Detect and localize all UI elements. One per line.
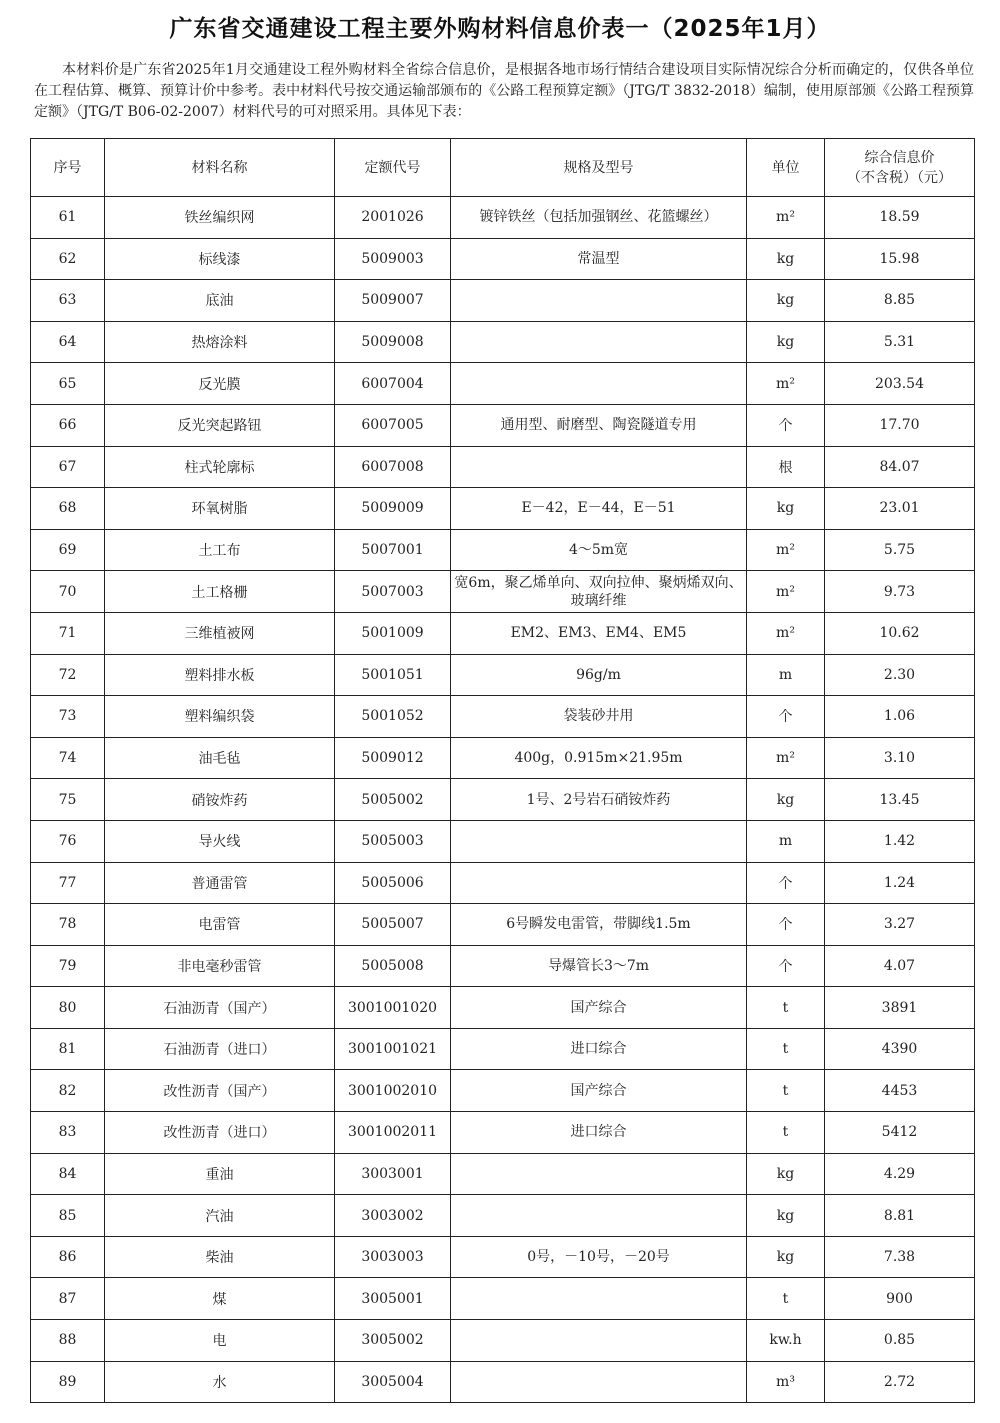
table-row: [31, 404, 975, 446]
spec-model: [451, 321, 747, 363]
row-index: 76: [31, 820, 105, 862]
unit: t: [747, 1278, 825, 1320]
quota-code: 5001052: [335, 696, 451, 738]
unit: m²: [747, 529, 825, 571]
row-index: 83: [31, 1112, 105, 1154]
spec-model: 1号、2号岩石硝铵炸药: [451, 779, 747, 821]
table-row: [31, 1320, 975, 1362]
header-unit: 单位: [747, 139, 825, 197]
price-value: 17.70: [825, 404, 975, 446]
table-row: [31, 654, 975, 696]
price-value: 2.30: [825, 654, 975, 696]
quota-code: 3005002: [335, 1320, 451, 1362]
price-value: 5412: [825, 1112, 975, 1154]
unit: m²: [747, 197, 825, 239]
header-price-line2: （不含税）（元）: [847, 169, 952, 186]
price-value: 8.81: [825, 1195, 975, 1237]
spec-model: 镀锌铁丝（包括加强钢丝、花篮螺丝）: [451, 197, 747, 239]
quota-code: 6007008: [335, 446, 451, 488]
spec-model: [451, 1320, 747, 1362]
row-index: 66: [31, 404, 105, 446]
quota-code: 6007005: [335, 404, 451, 446]
price-value: 3.10: [825, 737, 975, 779]
quota-code: 5001051: [335, 654, 451, 696]
price-value: 1.42: [825, 820, 975, 862]
material-name: 底油: [105, 280, 335, 322]
table-row: [31, 1195, 975, 1237]
quota-code: 5009008: [335, 321, 451, 363]
table-row: [31, 904, 975, 946]
quota-code: 3001002011: [335, 1112, 451, 1154]
table-row: [31, 820, 975, 862]
material-name: 标线漆: [105, 238, 335, 280]
price-value: 900: [825, 1278, 975, 1320]
price-value: 15.98: [825, 238, 975, 280]
material-name: 煤: [105, 1278, 335, 1320]
quota-code: 5009012: [335, 737, 451, 779]
price-value: 13.45: [825, 779, 975, 821]
quota-code: 5005003: [335, 820, 451, 862]
quota-code: 5005002: [335, 779, 451, 821]
price-value: 9.73: [825, 571, 975, 613]
spec-model: [451, 862, 747, 904]
quota-code: 3005001: [335, 1278, 451, 1320]
row-index: 71: [31, 612, 105, 654]
spec-model: 400g，0.915m×21.95m: [451, 737, 747, 779]
table-row: [31, 363, 975, 405]
quota-code: 5009009: [335, 488, 451, 530]
spec-model: 4～5m宽: [451, 529, 747, 571]
table-row: [31, 1112, 975, 1154]
material-name: 硝铵炸药: [105, 779, 335, 821]
row-index: 63: [31, 280, 105, 322]
unit: kg: [747, 1153, 825, 1195]
price-value: 23.01: [825, 488, 975, 530]
table-row: [31, 945, 975, 987]
row-index: 87: [31, 1278, 105, 1320]
quota-code: 5009003: [335, 238, 451, 280]
unit: 根: [747, 446, 825, 488]
unit: 个: [747, 404, 825, 446]
price-value: 7.38: [825, 1236, 975, 1278]
price-value: 2.72: [825, 1361, 975, 1403]
unit: m²: [747, 363, 825, 405]
row-index: 67: [31, 446, 105, 488]
row-index: 79: [31, 945, 105, 987]
row-index: 84: [31, 1153, 105, 1195]
material-name: 环氧树脂: [105, 488, 335, 530]
row-index: 64: [31, 321, 105, 363]
quota-code: 3001002010: [335, 1070, 451, 1112]
material-name: 导火线: [105, 820, 335, 862]
quota-code: 3003002: [335, 1195, 451, 1237]
spec-model: 进口综合: [451, 1028, 747, 1070]
unit: kg: [747, 1236, 825, 1278]
table-row: [31, 696, 975, 738]
spec-model: 国产综合: [451, 987, 747, 1029]
table-row: [31, 197, 975, 239]
material-name: 塑料编织袋: [105, 696, 335, 738]
material-name: 重油: [105, 1153, 335, 1195]
row-index: 72: [31, 654, 105, 696]
table-row: [31, 529, 975, 571]
material-name: 非电毫秒雷管: [105, 945, 335, 987]
row-index: 74: [31, 737, 105, 779]
material-name: 土工布: [105, 529, 335, 571]
table-row: [31, 1278, 975, 1320]
spec-model: [451, 446, 747, 488]
spec-model: [451, 1153, 747, 1195]
unit: m: [747, 820, 825, 862]
table-header-row: [31, 139, 975, 197]
spec-model: 常温型: [451, 238, 747, 280]
row-index: 85: [31, 1195, 105, 1237]
intro-paragraph: 本材料价是广东省2025年1月交通建设工程外购材料全省综合信息价，是根据各地市场行情结合建设项目实际情况综合分析而确定的，仅供各单位在工程估算、概算、预算计价中参考。表中材料代号按交通运输部颁布的《公路工程预算定额》（JTG/T 3832-2018）编制，使用原部颁《公路工程预算定额》（JTG/T B06-02-2007）材料代号的可对照采用。具体见下表：: [34, 62, 974, 120]
table-row: [31, 737, 975, 779]
unit: kg: [747, 1195, 825, 1237]
spec-model: 宽6m，聚乙烯单向、双向拉伸、聚炳烯双向、玻璃纤维: [451, 571, 747, 613]
material-name: 反光突起路钮: [105, 404, 335, 446]
price-value: 84.07: [825, 446, 975, 488]
quota-code: 3001001021: [335, 1028, 451, 1070]
row-index: 62: [31, 238, 105, 280]
table-row: [31, 779, 975, 821]
unit: t: [747, 1028, 825, 1070]
table-row: [31, 612, 975, 654]
unit: kg: [747, 779, 825, 821]
unit: m²: [747, 737, 825, 779]
row-index: 89: [31, 1361, 105, 1403]
material-name: 电: [105, 1320, 335, 1362]
header-spec: 规格及型号: [451, 139, 747, 197]
material-name: 柴油: [105, 1236, 335, 1278]
quota-code: 5009007: [335, 280, 451, 322]
quota-code: 5005008: [335, 945, 451, 987]
spec-model: EM2、EM3、EM4、EM5: [451, 612, 747, 654]
quota-code: 5007001: [335, 529, 451, 571]
unit: t: [747, 987, 825, 1029]
material-name: 石油沥青（国产）: [105, 987, 335, 1029]
spec-model: 进口综合: [451, 1112, 747, 1154]
row-index: 86: [31, 1236, 105, 1278]
material-name: 汽油: [105, 1195, 335, 1237]
header-price-line1: 综合信息价: [864, 149, 935, 166]
material-name: 石油沥青（进口）: [105, 1028, 335, 1070]
header-price: [825, 139, 975, 197]
unit: 个: [747, 945, 825, 987]
quota-code: 6007004: [335, 363, 451, 405]
price-value: 4.07: [825, 945, 975, 987]
spec-model: [451, 820, 747, 862]
quota-code: 3005004: [335, 1361, 451, 1403]
unit: kg: [747, 280, 825, 322]
price-value: 4453: [825, 1070, 975, 1112]
unit: kw.h: [747, 1320, 825, 1362]
price-value: 4390: [825, 1028, 975, 1070]
price-value: 1.24: [825, 862, 975, 904]
table-row: [31, 446, 975, 488]
spec-model: 0号，－10号，－20号: [451, 1236, 747, 1278]
row-index: 78: [31, 904, 105, 946]
material-name: 改性沥青（国产）: [105, 1070, 335, 1112]
material-name: 铁丝编织网: [105, 197, 335, 239]
table-row: [31, 1361, 975, 1403]
row-index: 81: [31, 1028, 105, 1070]
spec-model: 96g/m: [451, 654, 747, 696]
spec-model: [451, 1195, 747, 1237]
material-name: 普通雷管: [105, 862, 335, 904]
row-index: 82: [31, 1070, 105, 1112]
quota-code: 3001001020: [335, 987, 451, 1029]
table-row: [31, 321, 975, 363]
table-row: [31, 1236, 975, 1278]
table-row: [31, 862, 975, 904]
table-row: [31, 1153, 975, 1195]
spec-model: 国产综合: [451, 1070, 747, 1112]
quota-code: 5007003: [335, 571, 451, 613]
spec-model: [451, 363, 747, 405]
row-index: 88: [31, 1320, 105, 1362]
spec-model: [451, 1278, 747, 1320]
material-name: 柱式轮廓标: [105, 446, 335, 488]
material-name: 改性沥青（进口）: [105, 1112, 335, 1154]
material-name: 水: [105, 1361, 335, 1403]
price-value: 10.62: [825, 612, 975, 654]
table-row: [31, 488, 975, 530]
material-name: 热熔涂料: [105, 321, 335, 363]
quota-code: 3003001: [335, 1153, 451, 1195]
spec-model: [451, 1361, 747, 1403]
unit: 个: [747, 904, 825, 946]
material-name: 三维植被网: [105, 612, 335, 654]
material-name: 塑料排水板: [105, 654, 335, 696]
quota-code: 5005007: [335, 904, 451, 946]
unit: kg: [747, 321, 825, 363]
table-body: [31, 197, 975, 1403]
unit: m²: [747, 612, 825, 654]
table-row: [31, 1028, 975, 1070]
price-value: 0.85: [825, 1320, 975, 1362]
unit: m³: [747, 1361, 825, 1403]
header-index: 序号: [31, 139, 105, 197]
spec-model: 6号瞬发电雷管，带脚线1.5m: [451, 904, 747, 946]
row-index: 77: [31, 862, 105, 904]
row-index: 61: [31, 197, 105, 239]
row-index: 65: [31, 363, 105, 405]
row-index: 69: [31, 529, 105, 571]
price-value: 3891: [825, 987, 975, 1029]
row-index: 73: [31, 696, 105, 738]
header-name: 材料名称: [105, 139, 335, 197]
unit: m: [747, 654, 825, 696]
table-row: [31, 238, 975, 280]
material-name: 电雷管: [105, 904, 335, 946]
row-index: 75: [31, 779, 105, 821]
price-table: [30, 138, 975, 1403]
price-value: 203.54: [825, 363, 975, 405]
price-value: 8.85: [825, 280, 975, 322]
price-value: 5.75: [825, 529, 975, 571]
row-index: 80: [31, 987, 105, 1029]
table-row: [31, 987, 975, 1029]
quota-code: 2001026: [335, 197, 451, 239]
price-value: 3.27: [825, 904, 975, 946]
header-code: 定额代号: [335, 139, 451, 197]
spec-model: 袋装砂井用: [451, 696, 747, 738]
material-name: 油毛毡: [105, 737, 335, 779]
spec-model: 通用型、耐磨型、陶瓷隧道专用: [451, 404, 747, 446]
material-name: 反光膜: [105, 363, 335, 405]
unit: kg: [747, 488, 825, 530]
table-row: [31, 1070, 975, 1112]
price-value: 18.59: [825, 197, 975, 239]
spec-model: 导爆管长3～7m: [451, 945, 747, 987]
price-value: 5.31: [825, 321, 975, 363]
table-row: [31, 571, 975, 613]
quota-code: 3003003: [335, 1236, 451, 1278]
table-row: [31, 280, 975, 322]
document-title: 广东省交通建设工程主要外购材料信息价表一（2025年1月）: [169, 16, 831, 42]
unit: t: [747, 1112, 825, 1154]
unit: kg: [747, 238, 825, 280]
unit: t: [747, 1070, 825, 1112]
price-value: 4.29: [825, 1153, 975, 1195]
unit: 个: [747, 696, 825, 738]
material-name: 土工格栅: [105, 571, 335, 613]
spec-model: [451, 280, 747, 322]
row-index: 68: [31, 488, 105, 530]
quota-code: 5001009: [335, 612, 451, 654]
unit: m²: [747, 571, 825, 613]
spec-model: E－42，E－44，E－51: [451, 488, 747, 530]
row-index: 70: [31, 571, 105, 613]
price-value: 1.06: [825, 696, 975, 738]
quota-code: 5005006: [335, 862, 451, 904]
unit: 个: [747, 862, 825, 904]
